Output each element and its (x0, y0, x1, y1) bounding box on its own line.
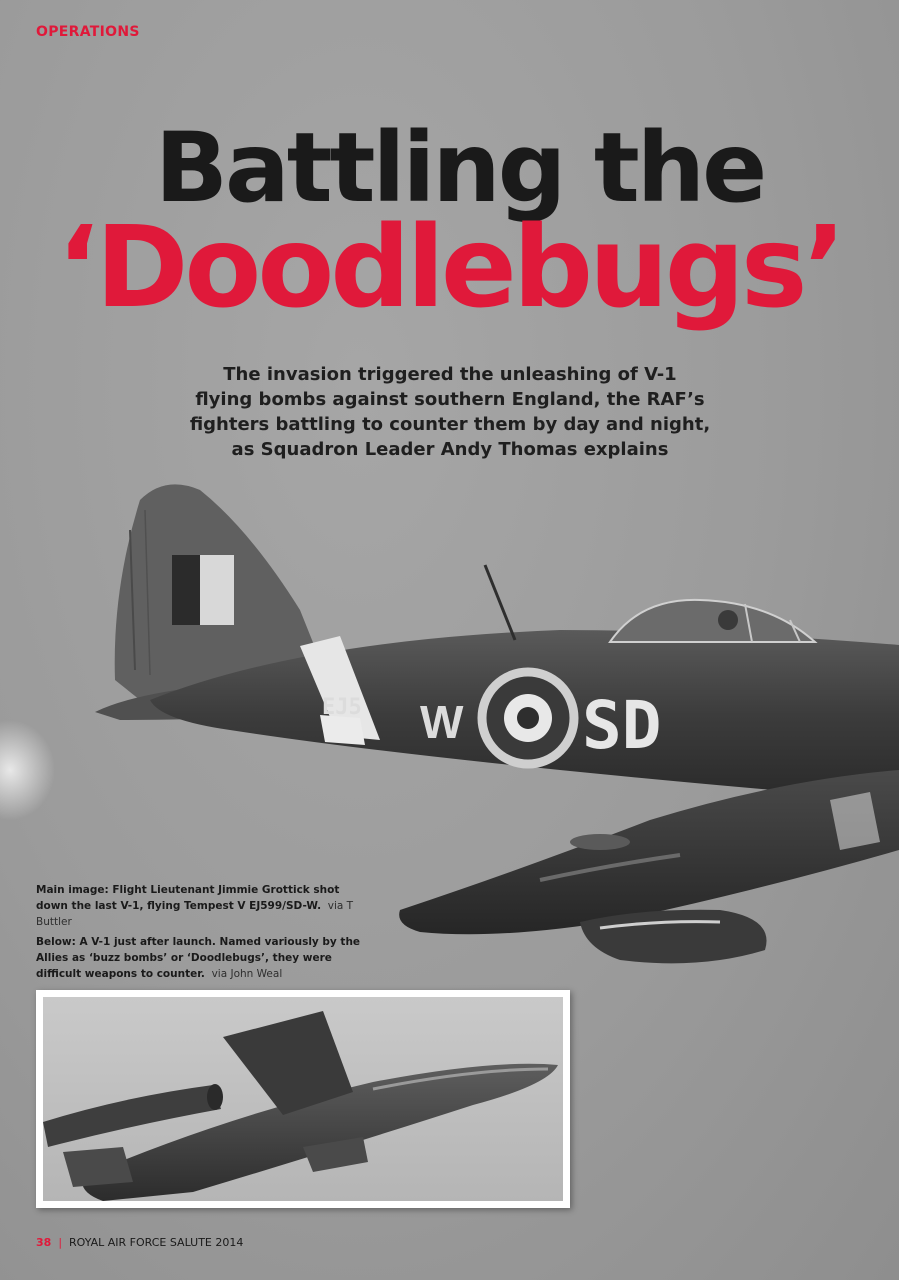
standfirst-line: flying bombs against southern England, the RAF’s (195, 389, 705, 410)
caption-main-image (36, 882, 366, 930)
serial-marking: EJ5 (322, 695, 362, 720)
standfirst-line: as Squadron Leader Andy Thomas explains (231, 439, 669, 460)
photo-credit: via John Weal (211, 968, 283, 980)
section-label: OPERATIONS (36, 24, 140, 40)
footer-divider: | (58, 1236, 63, 1249)
publication-name: ROYAL AIR FORCE SALUTE 2014 (69, 1236, 244, 1249)
cloud (0, 720, 55, 820)
standfirst-line: The invasion triggered the unleashing of V-1 (223, 364, 677, 385)
v1-tail (63, 1147, 133, 1187)
page-number: 38 (36, 1236, 52, 1249)
page-footer (36, 1236, 243, 1249)
drop-tank (580, 910, 767, 964)
wing (399, 770, 899, 934)
canopy (610, 600, 815, 642)
standfirst (180, 362, 720, 462)
code-letter-left: W (420, 696, 464, 748)
caption-text: Main image: Flight Lieutenant Jimmie Grottick shot down the last V-1, flying Tempest V EJ599/SD-W. (36, 884, 340, 912)
code-letters-right: SD (582, 687, 662, 764)
standfirst-line: fighters battling to counter them by day and night, (189, 414, 711, 435)
fin-flash (172, 555, 200, 625)
caption-inset-image (36, 934, 366, 982)
pilot-head (718, 610, 738, 630)
inset-photo-frame (36, 990, 570, 1208)
aerial-mast (485, 565, 515, 640)
inset-photo-v1 (43, 997, 563, 1201)
headline-line-1: Battling the (154, 112, 765, 224)
headline-line-2: ‘Doodlebugs’ (56, 203, 843, 333)
caption-text: Below: A V-1 just after launch. Named variously by the Allies as ‘buzz bombs’ or ‘Doodlebugs’, they were difficult weapons to counter. (36, 936, 361, 980)
photo-credit: via T Buttler (36, 900, 354, 928)
